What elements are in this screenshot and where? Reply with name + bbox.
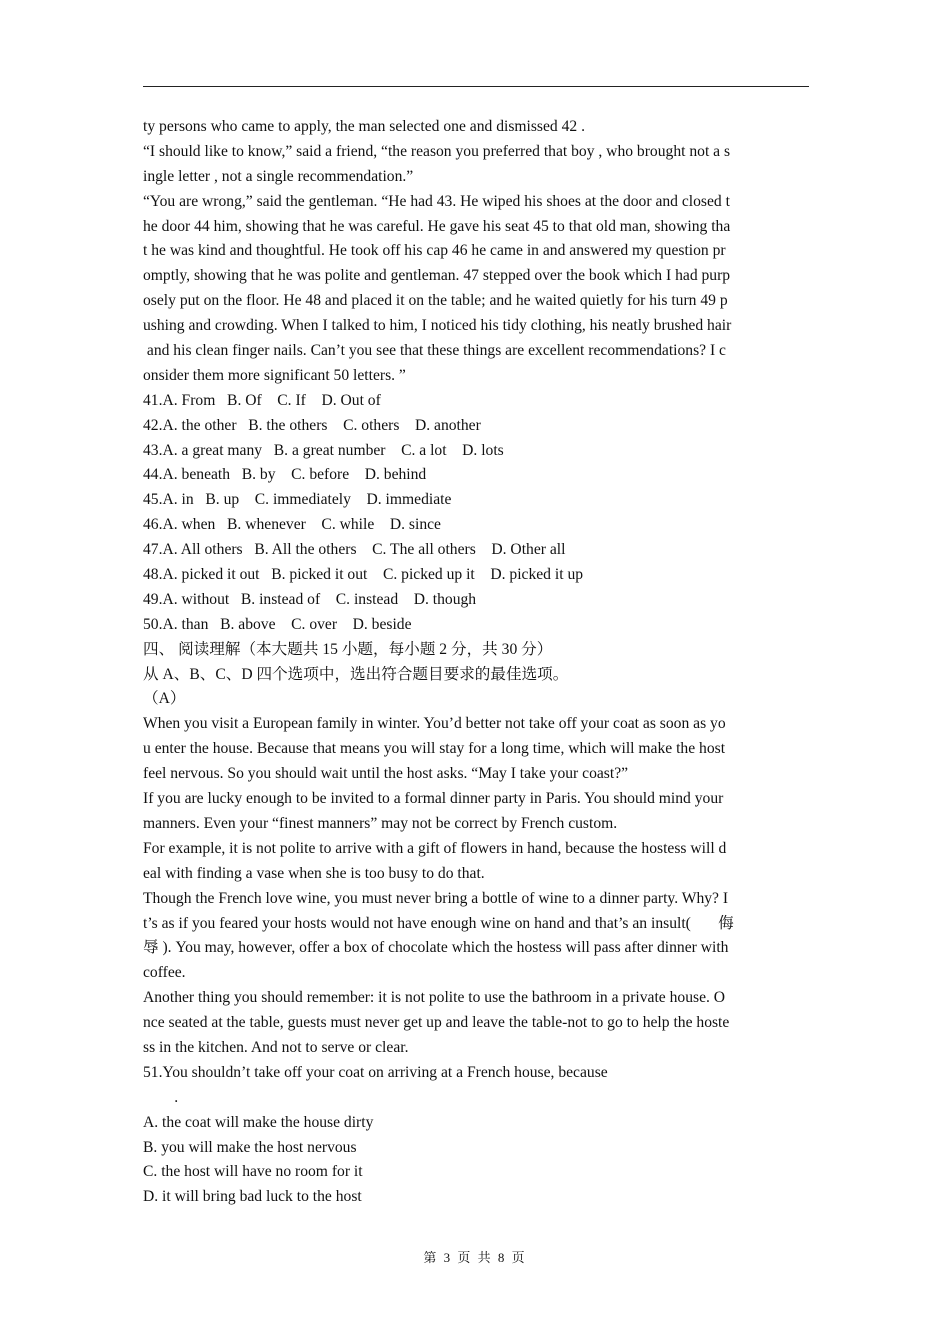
option-line: 50.A. than B. above C. over D. beside [143,615,412,633]
option-line: 46.A. when B. whenever C. while D. since [143,516,441,534]
text-line: “You are wrong,” said the gentleman. “He had 43. He wiped his shoes at the door and closed t [143,192,730,210]
text-line: If you are lucky enough to be invited to a formal dinner party in Paris. You should mind your [143,790,724,808]
text-line: t’s as if you feared your hosts would not have enough wine on hand and that’s an insult( 侮 [143,914,734,932]
answer-option: C. the host will have no room for it [143,1163,363,1181]
text-line: Though the French love wine, you must never bring a bottle of wine to a dinner party. Why? I [143,889,729,907]
question-stem: 51.You shouldn’t take off your coat on arriving at a French house, because [143,1063,608,1081]
answer-option: D. it will bring bad luck to the host [143,1188,362,1206]
text-line: When you visit a European family in winter. You’d better not take off your coat as soon as yo [143,715,726,733]
page-body [143,115,811,1210]
text-line: coffee. [143,964,186,982]
answer-option: B. you will make the host nervous [143,1138,357,1156]
text-line: ushing and crowding. When I talked to him, I noticed his tidy clothing, his neatly brushed hair [143,317,732,335]
text-line: ss in the kitchen. And not to serve or clear. [143,1038,409,1056]
section-instruction: 从 A、B、C、D 四个选项中，选出符合题目要求的最佳选项。 [143,665,569,683]
text-line: u enter the house. Because that means you will stay for a long time, which will make the host [143,740,726,758]
question-blank: . [143,1088,179,1106]
text-line: omptly, showing that he was polite and gentleman. 47 stepped over the book which I had purp [143,267,731,285]
option-line: 43.A. a great many B. a great number C. a lot D. lots [143,441,504,459]
text-line: manners. Even your “finest manners” may not be correct by French custom. [143,814,618,832]
text-line: onsider them more significant 50 letters. ” [143,366,406,384]
text-line: osely put on the floor. He 48 and placed it on the table; and he waited quietly for his turn 49 p [143,292,728,310]
option-line: 49.A. without B. instead of C. instead D. though [143,590,477,608]
passage-label: （A） [143,690,186,708]
text-line: eal with finding a vase when she is too busy to do that. [143,864,485,882]
text-line: t he was kind and thoughtful. He took off his cap 46 he came in and answered my question pr [143,242,726,260]
option-line: 44.A. beneath B. by C. before D. behind [143,466,427,484]
text-line: 辱 ). You may, however, offer a box of chocolate which the hostess will pass after dinner with [143,939,729,957]
answer-option: A. the coat will make the house dirty [143,1113,374,1131]
option-line: 42.A. the other B. the others C. others D. another [143,416,481,434]
text-line: ingle letter , not a single recommendation.” [143,167,414,185]
option-line: 41.A. From B. Of C. If D. Out of [143,391,381,409]
header-rule [143,86,809,87]
text-line: ty persons who came to apply, the man selected one and dismissed 42 . [143,118,586,135]
text-line: feel nervous. So you should wait until the host asks. “May I take your coast?” [143,765,629,783]
text-line: For example, it is not polite to arrive with a gift of flowers in hand, because the hostess will d [143,839,727,857]
option-line: 48.A. picked it out B. picked it out C. picked up it D. picked it up [143,566,584,584]
text-line: “I should like to know,” said a friend, “the reason you preferred that boy , who brought not a s [143,142,731,160]
page-number: 第 3 页 共 8 页 [423,1250,527,1265]
text-line: nce seated at the table, guests must never get up and leave the table-not to go to help the hoste [143,1014,730,1032]
text-line: he door 44 him, showing that he was careful. He gave his seat 45 to that old man, showing tha [143,217,731,235]
text-line: Another thing you should remember: it is not polite to use the bathroom in a private house. O [143,989,726,1007]
option-line: 47.A. All others B. All the others C. The all others D. Other all [143,541,566,559]
section-heading: 四、 阅读理解（本大题共 15 小题，每小题 2 分，共 30 分） [143,640,553,658]
text-line: and his clean finger nails. Can’t you see that these things are excellent recommendations? I c [143,342,726,360]
option-line: 45.A. in B. up C. immediately D. immediate [143,491,452,509]
